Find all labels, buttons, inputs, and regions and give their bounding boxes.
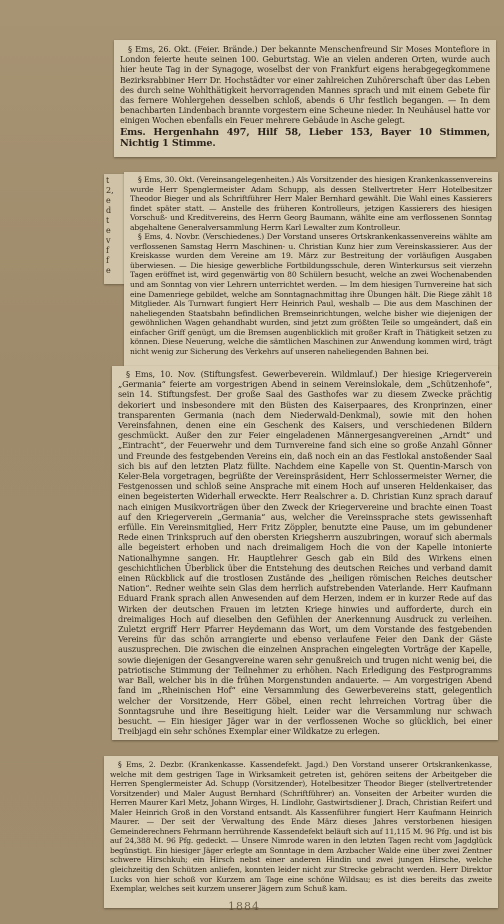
- clipping-text: Der bekannte Menschenfreund Sir Moses Montefiore in London feierte heute seinen 100. Geburtstag. Wie an vielen anderen Orten, wurde auch hier heute Tag in der Synagoge, woselbst der von Frankfurt eigens herabgegegkommene Bezirksrabbiner Herr Dr. Hochstädter vor einer zahlreichen Zuhörerschaft über das Leben des durch seine Wohlthätigkeit hervorragenden Mannes sprach und mit einem Gebete für das fernere Wohlergehen desselben schloß, abends 6 Uhr festlich begangen. — In dem benachbarten Lindenbach brannte vorgestern eine Scheune nieder. In Neuhäusel hatte vor einigen Wochen ebenfalls ein Feuer mehrere Gebäude in Asche gelegt.: [120, 44, 490, 126]
- news-clipping-3: [112, 366, 498, 740]
- clipping-paragraph: [120, 44, 490, 126]
- fragment-char: t: [106, 216, 110, 225]
- clipping-text: Der Vorstand unseres Ortskrankenkassenvereins wählte am verflossenen Samstag Herrn Maschinen- u. Christian Kunz hier zum Vereinskassierer. Aus der Kreiskasse wurden dem Vereine am 19. März zur Bestreitung der vorläufigen Ausgaben überwiesen. — Die hiesige gewerbliche Fortbildungsschule, deren Winterkursus seit vierzehn Tagen eröffnet ist, wird gegenwärtig von 80 Schülern besucht, welche an zwei Wochenabenden und am Sonntag von vier Lehrern unterrichtet werden. — Im dem hiesigen Turnvereine hat sich eine Damenriege gebildet, welche am Sonntagnachmittag ihre Übungen hält. Die Riege zählt 18 Mitglieder. Als Turnwart fungiert Herr Heinrich Paul, weshalb — Die aus dem Maschinen der naheliegenden Staatsbahn befindlichen Bremseinrichtungen, welche bisher wie diejenigen der gewöhnlichen Wagen gehandhabt wurden, sind jetzt zum größten Teile so umgeändert, daß ein einfacher Griff genügt, um die Bremsen augenblicklich mit großer Kraft in Thätigkeit setzen zu können. Diese Neuerung, welche die sämtlichen Maschinen zur Anwendung kommen wird, trägt nicht wenig zur Sicherung des Verkehrs auf unseren naheliegenden Bahnen bei.: [130, 232, 493, 356]
- news-clipping-2: [124, 172, 498, 368]
- clipping-heading: § Ems, 30. Okt. (Vereinsangelegenheiten.): [138, 175, 295, 184]
- clipping-heading: § Ems, 10. Nov. (Stiftungsfest. Gewerbeverein. Wildmlauf.): [126, 369, 378, 379]
- clipping-paragraph: [110, 760, 492, 894]
- clipping-text: Der hiesige Kriegerverein „Germania“ feierte am vorgestrigen Abend in seinem Vereinslokale, dem „Schützenhofe“, sein 14. Stiftungsfest. Der große Saal des Gasthofes war zu diesem Zwecke prächtig dekoriert und insbesondere mit den Büsten des Kaiserpaares, des Kronprinzen, einer transparenten Germania (nach dem Niederwald-Denkmal), sowie mit den hohen Vereinsfahnen, denen eine ein Geschenk des Kaisers, und verschiedenen Bildern geschmückt. Außer den zur Feier eingeladenen Männergesangvereinen „Arndt“ und „Eintracht“, der Feuerwehr und dem Turnvereine fand sich eine so große Anzahl Gönner und Freunde des festgebenden Vereins ein, daß noch ein an das Festlokal anstoßender Saal sich bis auf den letzten Platz füllte. Nachdem eine Kapelle von St. Quentin-Marsch von Keler-Bela vorgetragen, begrüßte der Vereinspräsident, Herr Schlossermeister Werner, die Festgenossen und schloß seine Ansprache mit einem Hoch auf unseren Heldenkaiser, das einen begeisterten Widerhall erweckte. Herr Realschrer a. D. Christian Kunz sprach darauf nach einigen Musikvorträgen über den Zweck der Kriegervereine und brachte einen Toast auf den Kriegerverein „Germania“ aus, welcher die Vereinssprache stets gewissenhaft erfülle. Ein Vereinsmitglied, Herr Fritz Zöppler, benutzte eine Pause, um im gebundener Rede einen Trinkspruch auf den obersten Kriegsherrn auszubringen, worauf sich abermals alle begeistert erhoben und nach dreimaligem Hoch die von der Kapelle intonierte Nationalhymne sangen. Hr. Hauptlehrer Gesch gab ein Bild des Wirkens einen geschichtlichen Überblick über die Entstehung des deutschen Reiches und verband damit einen Rückblick auf die trostlosen Zustände des „heiligen römischen Reiches deutscher Nation“. Redner weihte sein Glas dem herrlich aufstrebenden Vaterlande. Herr Kaufmann Eduard Frank sprach allen Anwesenden auf dem Herzen, indem er in kurzer Rede auf das Wirken der deutschen Frauen im letzten Kriege hinwies und aufforderte, durch ein dreimaliges Hoch auf dieselben den Gefühlen der Anerkennung Ausdruck zu verleihen. Zuletzt ergriff Herr Pfarrer Heydemann das Wort, um dem Vorstande des festgebenden Vereins für das schön arrangierte und ebenso verlaufene Feier den Dank der Gäste auszusprechen. Die zwischen die einzelnen Ansprachen eingelegten Vorträge der Kapelle, sowie diejenigen der Gesangvereine waren sehr genußreich und trugen nicht wenig bei, die patriotische Stimmung der Teilnehmer zu erhöhen. Nach Erledigung des Festprogramms war Ball, welcher bis in die frühen Morgenstunden andauerte. — Am vorgestrigen Abend fand im „Rheinischen Hof“ eine Versammlung des Gewerbevereins statt, gelegentlich welcher der Vorsitzende, Herr Göbel, einen recht lehrreichen Vortrag über die Sonntagsruhe und ihre Beseitigung hielt. Leider war die Versammlung nur schwach besucht. — Ein hiesiger Jäger war in der verflossenen Woche so glücklich, bei einer Treibjagd ein sehr schönes Exemplar einer Wildkatze zu erlegen.: [118, 369, 493, 737]
- news-clipping-1: [114, 40, 496, 157]
- fragment-char: t: [106, 176, 110, 185]
- fragment-char: e: [106, 226, 111, 235]
- fragment-char: 2,: [106, 186, 114, 195]
- fragment-char: f: [106, 256, 109, 265]
- year-annotation: 1884: [228, 900, 260, 913]
- fragment-char: e: [106, 266, 111, 275]
- clipping-text: Den Vorstand unserer Ortskrankenkasse, welche mit dem gestrigen Tage in Wirksamkeit getreten ist, gehören seitens der Arbeitgeber die Herren Spenglermeister Ad. Schupp (Vorsitzender), Hotelbesitzer Theodor Bieger (stellvertretender Vorsitzender) und Maler August Bernhard (Schriftführer) an. Vonseiten der Arbeiter wurden die Herren Maurer Karl Metz, Johann Wirges, H. Lindlohr, Gastwirtsdiener J. Drach, Christian Reifert und Maler Heinrich Groß in den Vorstand entsandt. Als Kassenführer fungiert Herr Kaufmann Heinrich Maurer. — Der seit der Verwaltung des Ende März dieses Jahres verstorbenen hiesigen Gemeinderechners Fehrmann herrührende Kassendefekt beläuft sich auf 11,115 M. 96 Pfg. und ist bis auf 24,388 M. 96 Pfg. gedeckt. — Unsere Nimrode waren in den letzten Tagen recht vom Jagdglück begünstigt. Ein hiesiger Jäger erlegte am Sonntage in dem Arzbacher Walde eine über zwei Zentner schwere Hirschkuh; ein Hirsch nebst einer anderen Hindin und zwei jungen Hirsche, welche gleichzeitig den Schützen anliefen, konnten leider nicht zur Strecke gebracht werden. Herr Direktor Lucks von hier schoß vor Kurzem am Tage eine schöne Wildsau; es ist dies bereits das zweite Exemplar, welches seit kurzem unserer Jägern zum Schuß kam.: [110, 760, 492, 894]
- clipping-paragraph: [118, 369, 492, 736]
- fragment-char: v: [106, 236, 111, 245]
- clipping-paragraph: [130, 232, 492, 356]
- fragment-char: d: [106, 206, 112, 215]
- fragment-char: e: [106, 196, 111, 205]
- clipping-text: Als Vorsitzender des hiesigen Krankenkassenvereins wurde Herr Spenglermeister Adam Schupp, als dessen Stellvertreter Herr Hotelbesitzer Theodor Bieger und als Schriftführer Herr Maler Bernhard gewählt. Die Wahl eines Kassierers findet später statt. — Anstelle des früheren Kontrolleurs, jetzigen Kassierers des hiesigen Vorschuß- und Kreditvereins, des Herrn Georg Baumann, wählte eine am verflossenen Sonntag abgehaltene Generalversammlung Herrn Karl Lewalter zum Kontrolleur.: [130, 175, 492, 232]
- clipping-heading: § Ems, 26. Okt. (Feier. Brände.): [128, 44, 258, 54]
- clipping-paragraph: [130, 175, 492, 232]
- clipping-heading: § Ems, 4. Novbr. (Verschiedenes.): [138, 232, 265, 242]
- news-clipping-4: [104, 756, 498, 908]
- clipping-heading: § Ems, 2. Dezbr. (Krankenkasse. Kassendefekt. Jagd.): [118, 760, 329, 769]
- fragment-char: f: [106, 246, 109, 255]
- election-results: Ems. Hergenhahn 497, Hilf 58, Lieber 153, Bayer 10 Stimmen, Nichtig 1 Stimme.: [120, 126, 490, 150]
